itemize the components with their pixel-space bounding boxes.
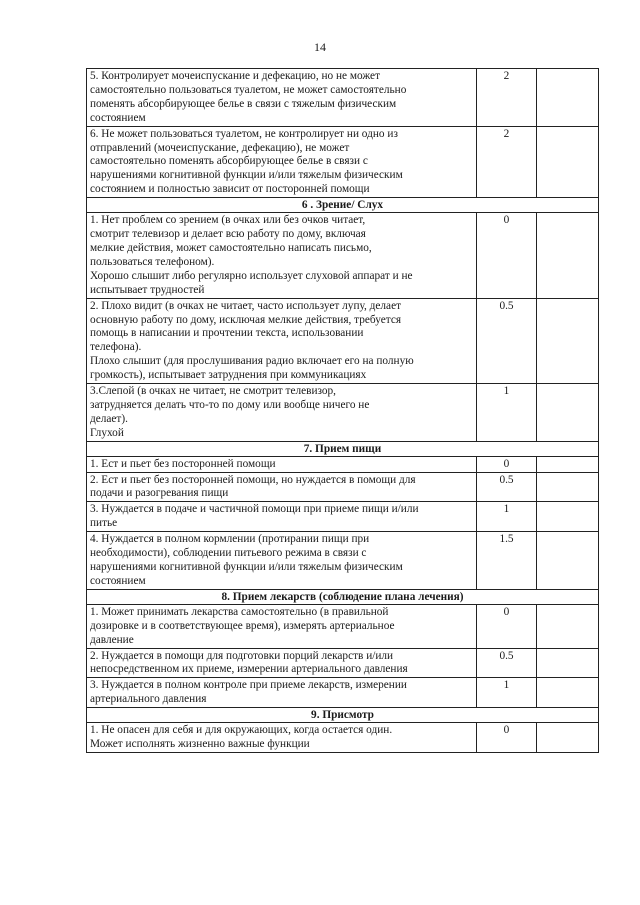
- criterion-score: 1.5: [477, 532, 537, 590]
- criterion-description-line: мелкие действия, может самостоятельно написать письмо,: [90, 241, 372, 254]
- criterion-description-line: 2. Плохо видит (в очках не читает, часто использует лупу, делает: [90, 299, 402, 312]
- criterion-description-line: необходимости), соблюдении питьевого режима в связи с: [90, 547, 367, 560]
- criterion-score: 2: [477, 126, 537, 198]
- criterion-description-line: 5. Контролирует мочеиспускание и дефекацию, но не может: [90, 70, 381, 82]
- criterion-description-line: нарушениями когнитивной функции и/или тяжелым физическим: [90, 561, 403, 573]
- criterion-mark-cell[interactable]: [537, 456, 599, 472]
- criterion-description-line: 1. Может принимать лекарства самостоятельно (в правильной: [90, 605, 389, 618]
- criterion-description-line: подачи и разогревания пищи: [90, 487, 229, 500]
- assessment-table-body: [87, 69, 599, 753]
- criterion-description-line: состоянием: [90, 111, 146, 124]
- criterion-description-line: основную работу по дому, исключая мелкие действия, требуется: [90, 313, 402, 326]
- criterion-row: [87, 126, 599, 198]
- criterion-mark-cell[interactable]: [537, 532, 599, 590]
- criterion-description: [87, 126, 477, 198]
- section-header-row: [87, 708, 599, 723]
- criterion-mark-cell[interactable]: [537, 298, 599, 383]
- criterion-description-line: самостоятельно поменять абсорбирующее белье в связи с: [90, 155, 368, 168]
- criterion-description-line: самостоятельно пользоваться туалетом, не может самостоятельно: [90, 83, 407, 96]
- criterion-description-line: 1. Ест и пьет без посторонней помощи: [90, 457, 276, 470]
- criterion-description: [87, 678, 477, 708]
- criterion-description-line: дозировке и в соответствующее время), измерять артериальное: [90, 619, 395, 632]
- criterion-description: [87, 298, 477, 383]
- criterion-description: [87, 69, 477, 127]
- criterion-description: [87, 384, 477, 442]
- criterion-description-line: смотрит телевизор и делает всю работу по дому, включая: [90, 228, 366, 241]
- criterion-description-line: телефона).: [90, 341, 142, 354]
- criterion-row: [87, 69, 599, 127]
- criterion-score: 1: [477, 384, 537, 442]
- criterion-description-line: давление: [90, 633, 134, 646]
- section-header-row: [87, 198, 599, 213]
- criterion-description-line: Глухой: [90, 426, 124, 439]
- criterion-description-line: состоянием: [90, 574, 146, 587]
- criterion-description: [87, 604, 477, 648]
- criterion-description-line: Может исполнять жизненно важные функции: [90, 738, 310, 751]
- criterion-description-line: поменять абсорбирующее белье в связи с тяжелым физическим: [90, 97, 397, 110]
- criterion-score: 2: [477, 69, 537, 127]
- criterion-description-line: 3. Нуждается в полном контроле при приеме лекарств, измерении: [90, 679, 407, 692]
- criterion-description-line: 4. Нуждается в полном кормлении (протирании пищи при: [90, 533, 370, 546]
- criterion-mark-cell[interactable]: [537, 678, 599, 708]
- criterion-description-line: нарушениями когнитивной функции и/или тяжелым физическим: [90, 169, 403, 182]
- criterion-row: [87, 648, 599, 678]
- criterion-mark-cell[interactable]: [537, 472, 599, 502]
- criterion-description: [87, 456, 477, 472]
- criterion-row: [87, 213, 599, 298]
- criterion-row: [87, 723, 599, 753]
- criterion-description-line: отправлений (мочеиспускание, дефекацию), не может: [90, 141, 350, 154]
- criterion-description: [87, 723, 477, 753]
- section-title: 9. Присмотр: [87, 708, 599, 723]
- criterion-score: 1: [477, 678, 537, 708]
- section-header-row: [87, 589, 599, 604]
- criterion-score: 0.5: [477, 472, 537, 502]
- criterion-score: 0: [477, 213, 537, 298]
- assessment-table: [86, 68, 599, 753]
- criterion-description-line: 6. Не может пользоваться туалетом, не контролирует ни одно из: [90, 127, 398, 140]
- criterion-mark-cell[interactable]: [537, 384, 599, 442]
- criterion-row: [87, 604, 599, 648]
- criterion-score: 0: [477, 456, 537, 472]
- criterion-description-line: 1. Нет проблем со зрением (в очках или без очков читает,: [90, 214, 366, 227]
- criterion-mark-cell[interactable]: [537, 126, 599, 198]
- section-header-row: [87, 441, 599, 456]
- criterion-description: [87, 502, 477, 532]
- criterion-mark-cell[interactable]: [537, 604, 599, 648]
- criterion-mark-cell[interactable]: [537, 69, 599, 127]
- criterion-score: 0.5: [477, 298, 537, 383]
- criterion-row: [87, 298, 599, 383]
- section-title: 7. Прием пищи: [87, 441, 599, 456]
- criterion-row: [87, 472, 599, 502]
- criterion-description: [87, 213, 477, 298]
- criterion-description: [87, 472, 477, 502]
- criterion-description-line: 3.Слепой (в очках не читает, не смотрит телевизор,: [90, 385, 337, 398]
- criterion-description-line: испытывает трудностей: [90, 283, 205, 296]
- criterion-score: 0: [477, 604, 537, 648]
- criterion-description-line: непосредственном их приеме, измерении артериального давления: [90, 663, 408, 676]
- section-title: 8. Прием лекарств (соблюдение плана лечения): [87, 589, 599, 604]
- criterion-description-line: затрудняется делать что-то по дому или вообще ничего не: [90, 398, 370, 411]
- criterion-mark-cell[interactable]: [537, 723, 599, 753]
- criterion-description-line: Плохо слышит (для прослушивания радио включает его на полную: [90, 355, 414, 368]
- criterion-description-line: делает).: [90, 412, 128, 425]
- criterion-description-line: 1. Не опасен для себя и для окружающих, когда остается один.: [90, 724, 393, 737]
- criterion-row: [87, 678, 599, 708]
- criterion-score: 0: [477, 723, 537, 753]
- criterion-mark-cell[interactable]: [537, 648, 599, 678]
- criterion-description-line: громкость), испытывает затруднения при коммуникациях: [90, 369, 367, 382]
- criterion-mark-cell[interactable]: [537, 502, 599, 532]
- criterion-description-line: артериального давления: [90, 693, 207, 706]
- criterion-row: [87, 532, 599, 590]
- criterion-description-line: пользоваться телефоном).: [90, 255, 215, 268]
- criterion-row: [87, 384, 599, 442]
- criterion-score: 1: [477, 502, 537, 532]
- criterion-row: [87, 502, 599, 532]
- criterion-description: [87, 648, 477, 678]
- criterion-description: [87, 532, 477, 590]
- criterion-row: [87, 456, 599, 472]
- criterion-score: 0.5: [477, 648, 537, 678]
- criterion-description-line: помощь в написании и прочтении текста, использовании: [90, 327, 364, 340]
- criterion-description-line: 2. Ест и пьет без посторонней помощи, но нуждается в помощи для: [90, 473, 416, 486]
- criterion-description-line: Хорошо слышит либо регулярно использует слуховой аппарат и не: [90, 269, 413, 282]
- criterion-description-line: 3. Нуждается в подаче и частичной помощи при приеме пищи и/или: [90, 503, 419, 516]
- section-title: 6 . Зрение/ Слух: [87, 198, 599, 213]
- page-number: 14: [314, 40, 326, 54]
- criterion-mark-cell[interactable]: [537, 213, 599, 298]
- criterion-description-line: состоянием и полностью зависит от посторонней помощи: [90, 183, 370, 196]
- criterion-description-line: 2. Нуждается в помощи для подготовки порций лекарств и/или: [90, 649, 394, 662]
- criterion-description-line: питье: [90, 517, 118, 530]
